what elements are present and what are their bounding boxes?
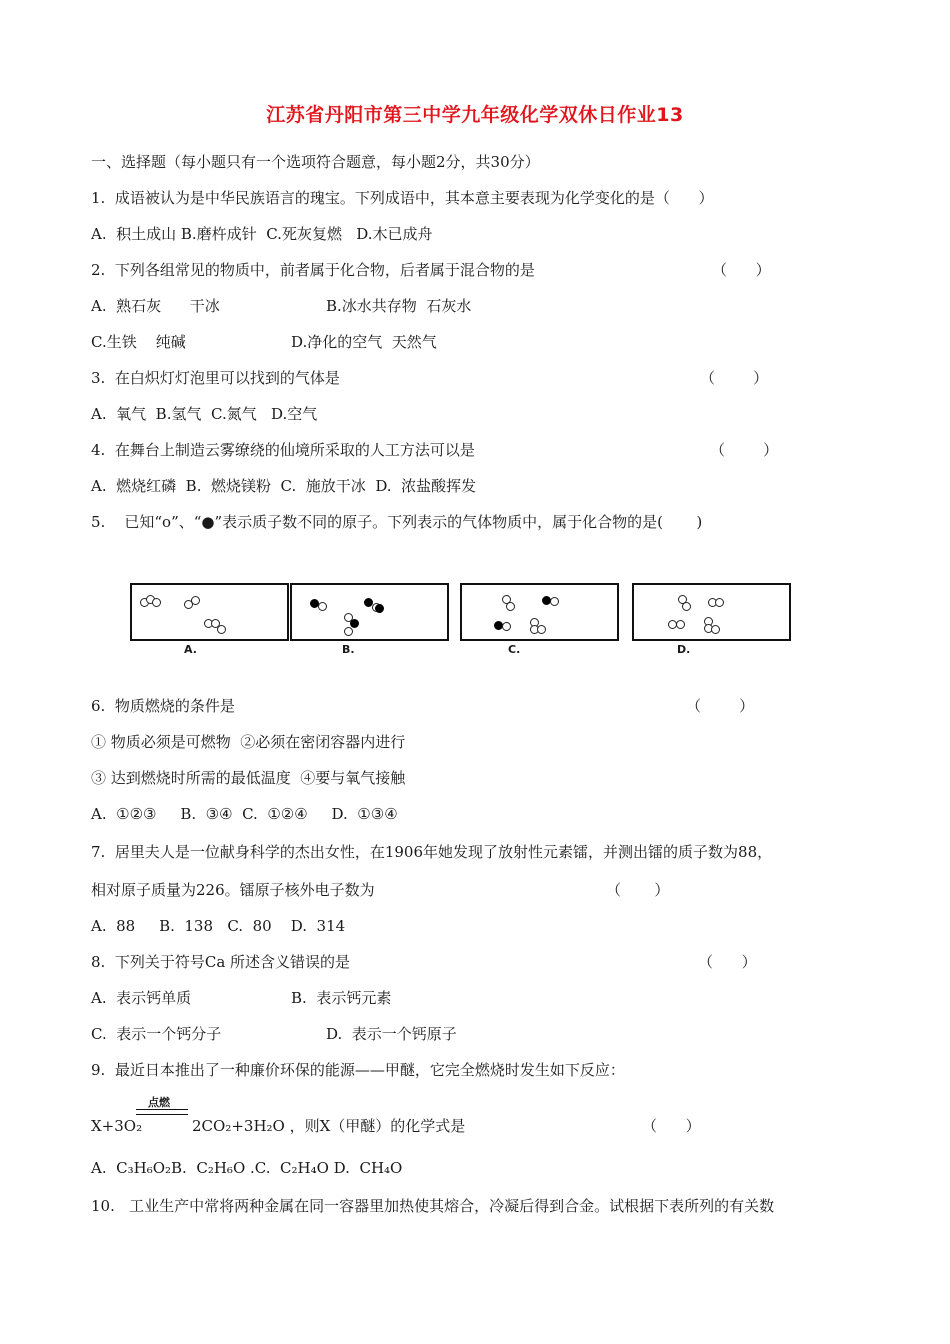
q2-option-a: A. 熟石灰 干冰 <box>91 297 220 315</box>
q7-stem-cont: 相对原子质量为226。镭原子核外电子数为 <box>91 881 375 899</box>
diagram-box-c <box>460 583 619 641</box>
page-title: 江苏省丹阳市第三中学九年级化学双休日作业13 <box>266 104 684 126</box>
q2-option-d: D.净化的空气 天然气 <box>291 333 437 351</box>
q8-option-a: A. 表示钙单质 <box>91 989 192 1007</box>
q1-options: A. 积土成山 B.磨杵成针 C.死灰复燃 D.木已成舟 <box>91 225 433 243</box>
diagram-label-a: A. <box>184 643 197 656</box>
q3-options: A. 氧气 B.氢气 C.氮气 D.空气 <box>91 405 318 423</box>
q7-options: A. 88 B. 138 C. 80 D. 314 <box>91 917 346 935</box>
q2-option-c: C.生铁 纯碱 <box>91 333 186 351</box>
q5-molecule-diagrams <box>0 583 950 663</box>
q6-answer-blank: （ ） <box>686 697 755 715</box>
q2-option-b: B.冰水共存物 石灰水 <box>326 297 472 315</box>
white-atom <box>682 602 691 611</box>
q2-stem: 2. 下列各组常见的物质中，前者属于化合物，后者属于混合物的是 <box>91 261 535 279</box>
q9-options: A. C₃H₆O₂B. C₂H₆O .C. C₂H₄O D. CH₄O <box>91 1159 403 1177</box>
white-atom <box>537 625 546 634</box>
white-atom <box>711 625 720 634</box>
q4-answer-blank: （ ） <box>710 441 779 459</box>
white-atom <box>676 620 685 629</box>
diagram-label-d: D. <box>677 643 691 656</box>
q8-option-c: C. 表示一个钙分子 <box>91 1025 222 1043</box>
q9-stem: 9. 最近日本推出了一种廉价环保的能源——甲醚，它完全燃烧时发生如下反应： <box>91 1061 625 1079</box>
diagram-box-b <box>290 583 449 641</box>
q2-answer-blank: （ ） <box>712 261 771 279</box>
white-atom <box>217 625 226 634</box>
q8-stem: 8. 下列关于符号Ca 所述含义错误的是 <box>91 953 351 971</box>
q3-answer-blank: （ ） <box>700 369 769 387</box>
white-atom <box>502 622 511 631</box>
white-atom <box>318 602 327 611</box>
reaction-condition: 点燃 <box>148 1096 170 1109</box>
diagram-box-d <box>632 583 791 641</box>
white-atom <box>550 597 559 606</box>
black-atom <box>350 619 359 628</box>
white-atom <box>344 627 353 636</box>
white-atom <box>191 596 200 605</box>
q6-condition-line2: ③ 达到燃烧时所需的最低温度 ④要与氧气接触 <box>91 769 406 787</box>
q7-answer-blank: （ ） <box>606 881 670 899</box>
q5-stem: 5. 已知“o”、“●”表示质子数不同的原子。下列表示的气体物质中，属于化合物的是( ) <box>91 513 703 531</box>
black-atom <box>375 604 384 613</box>
q4-stem: 4. 在舞台上制造云雾缭绕的仙境所采取的人工方法可以是 <box>91 441 475 459</box>
q3-stem: 3. 在白炽灯灯泡里可以找到的气体是 <box>91 369 340 387</box>
q10-stem: 10. 工业生产中常将两种金属在同一容器里加热使其熔合，冷凝后得到合金。试根据下表所列的有关数 <box>91 1197 775 1215</box>
diagram-label-b: B. <box>342 643 355 656</box>
diagram-box-a <box>130 583 289 641</box>
white-atom <box>715 598 724 607</box>
q9-equation-right: 2CO₂+3H₂O ，则X（甲醚）的化学式是 <box>192 1117 466 1135</box>
q8-answer-blank: （ ） <box>698 953 757 971</box>
q9-answer-blank: （ ） <box>642 1117 701 1135</box>
q8-option-d: D. 表示一个钙原子 <box>326 1025 457 1043</box>
q6-stem: 6. 物质燃烧的条件是 <box>91 697 235 715</box>
white-atom <box>152 598 161 607</box>
q8-option-b: B. 表示钙元素 <box>291 989 392 1007</box>
white-atom <box>506 602 515 611</box>
q9-equation-left: X+3O₂ <box>91 1117 143 1135</box>
q1-stem: 1. 成语被认为是中华民族语言的瑰宝。下列成语中，其本意主要表现为化学变化的是（ ） <box>91 189 714 207</box>
q6-options: A. ①②③ B. ③④ C. ①②④ D. ①③④ <box>91 805 398 823</box>
q7-stem: 7. 居里夫人是一位献身科学的杰出女性，在1906年她发现了放射性元素镭，并测出镭的质子数为88， <box>91 843 773 861</box>
diagram-label-c: C. <box>508 643 521 656</box>
section-heading: 一、选择题（每小题只有一个选项符合题意，每小题2分，共30分） <box>91 153 540 171</box>
reaction-equals-sign <box>136 1109 188 1115</box>
q6-condition-line1: ① 物质必须是可燃物 ②必须在密闭容器内进行 <box>91 733 406 751</box>
q4-options: A. 燃烧红磷 B. 燃烧镁粉 C. 施放干冰 D. 浓盐酸挥发 <box>91 477 477 495</box>
